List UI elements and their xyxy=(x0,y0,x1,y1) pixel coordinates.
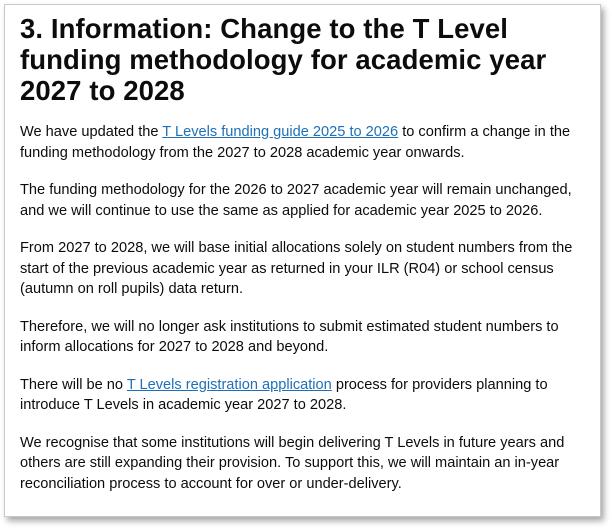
paragraph-funding-guide-update xyxy=(20,122,601,163)
paragraph-line: introduce T Levels in academic year 2027 to 2028. xyxy=(20,397,347,413)
paragraph-line: and we will continue to use the same as applied for academic year 2025 to 2026. xyxy=(20,202,543,219)
paragraph-line xyxy=(20,375,601,396)
text-segment: process for providers planning to xyxy=(331,376,548,393)
text-segment: to confirm a change in the xyxy=(398,124,571,140)
section-heading xyxy=(20,13,590,106)
heading-line-3: 2027 to 2028 xyxy=(20,75,185,106)
text-segment: There will be no xyxy=(20,376,127,393)
paragraph-line: From 2027 to 2028, we will base initial allocations solely on student numbers from the xyxy=(20,240,573,256)
paragraph-line: (autumn on roll pupils) data return. xyxy=(20,281,244,297)
heading-line-1: 3. Information: Change to the T Level xyxy=(20,13,509,44)
paragraph-line: inform allocations for 2027 to 2028 and beyond. xyxy=(20,339,329,355)
paragraph-methodology-unchanged xyxy=(20,180,601,221)
heading-line-2: funding methodology for academic year xyxy=(20,44,547,75)
paragraph-reconciliation-process xyxy=(20,433,601,495)
paragraph-registration-application xyxy=(20,375,601,416)
paragraph-line: The funding methodology for the 2026 to 2027 academic year will remain unchanged, xyxy=(20,182,572,198)
paragraph-line: reconciliation process to account for over or under-delivery. xyxy=(20,475,402,492)
document-content xyxy=(20,13,601,511)
paragraph-line: others are still expanding their provision. To support this, we will maintain an in-year xyxy=(20,455,560,471)
paragraph-line xyxy=(20,122,601,143)
paragraph-line: funding methodology from the 2027 to 2028 academic year onwards. xyxy=(20,144,465,161)
paragraph-line: start of the previous academic year as returned in your ILR (R04) or school census xyxy=(20,260,554,277)
registration-application-link[interactable]: T Levels registration application xyxy=(126,376,332,393)
paragraph-no-estimated-numbers xyxy=(20,317,601,358)
paragraph-line: We recognise that some institutions will begin delivering T Levels in future years and xyxy=(20,434,565,451)
paragraph-line: Therefore, we will no longer ask institutions to submit estimated student numbers to xyxy=(20,318,559,335)
funding-guide-link[interactable]: T Levels funding guide 2025 to 2026 xyxy=(162,124,399,140)
document-frame xyxy=(4,4,601,517)
paragraph-initial-allocations xyxy=(20,238,601,300)
text-segment: We have updated the xyxy=(20,124,163,140)
